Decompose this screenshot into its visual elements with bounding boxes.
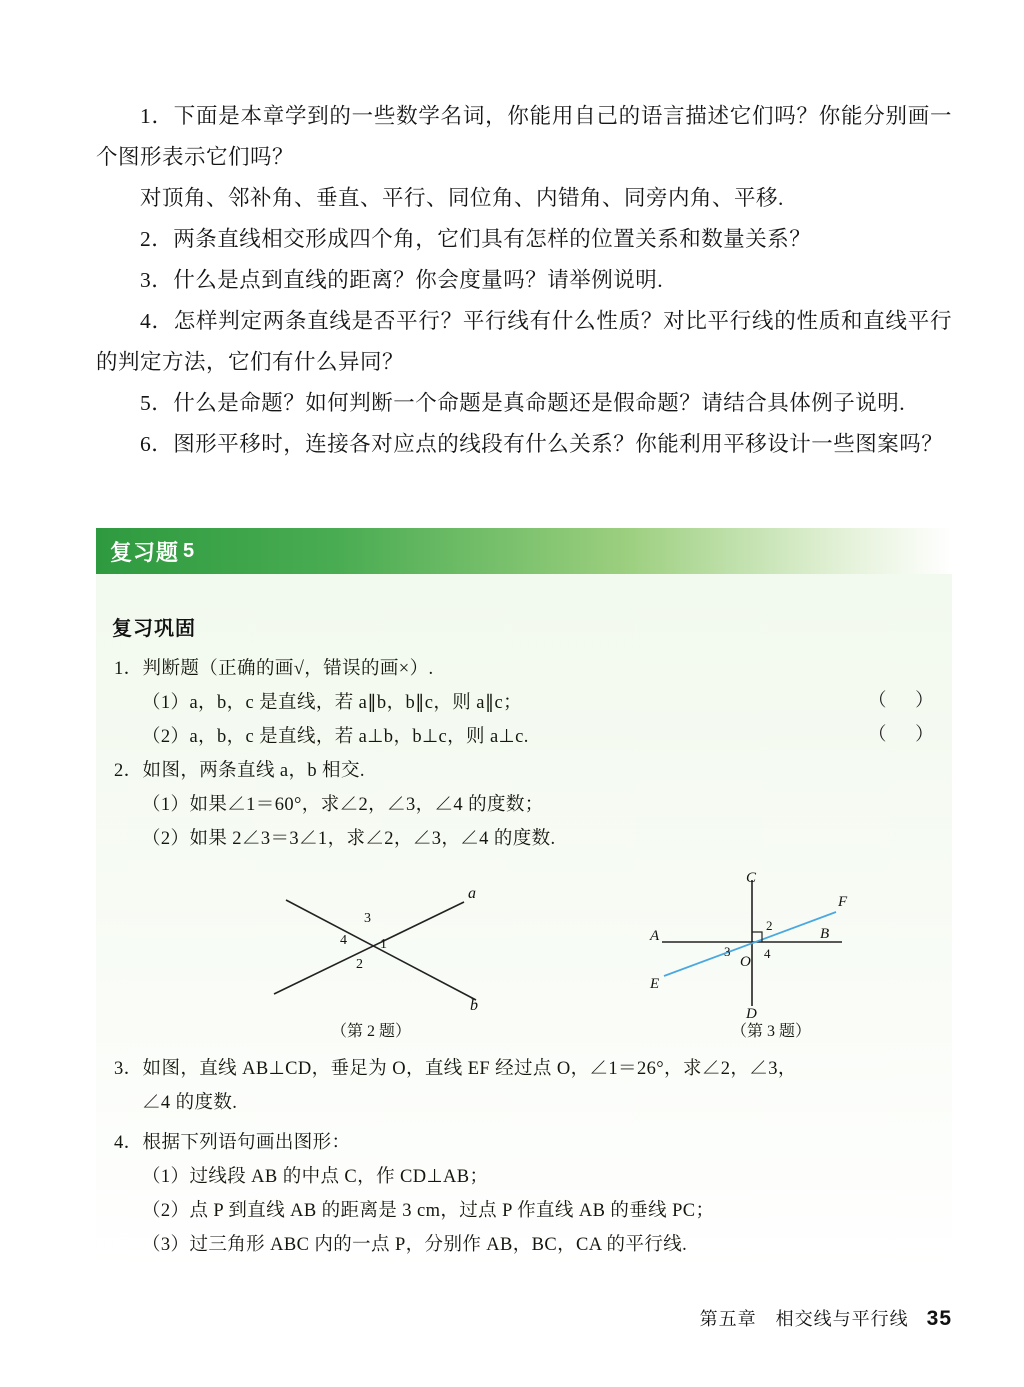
exercise-1-stem: 1．判断题（正确的画√，错误的画×）. <box>114 659 434 679</box>
exercise-section <box>96 574 952 1274</box>
question-6: 6．图形平移时，连接各对应点的线段有什么关系？你能利用平移设计一些图案吗？ <box>140 432 944 456</box>
exercise-3-stem-cont: ∠4 的度数. <box>142 1093 238 1113</box>
exercise-1-item-2: （2）a，b，c 是直线，若 a⊥b，b⊥c，则 a⊥c. <box>142 727 529 747</box>
question-5: 5．什么是命题？如何判断一个命题是真命题还是假命题？请结合具体例子说明. <box>140 391 906 415</box>
svg-text:D: D <box>746 1006 757 1020</box>
section-banner-title: 复习题 <box>110 539 180 565</box>
svg-text:A: A <box>650 928 660 944</box>
exercise-4-item-3: （3）过三角形 ABC 内的一点 P，分别作 AB，BC，CA 的平行线. <box>142 1235 688 1255</box>
exercise-1 <box>114 652 814 754</box>
section-banner-number: 5 <box>183 539 196 562</box>
exercise-2-stem: 2．如图，两条直线 a，b 相交. <box>114 761 365 781</box>
footer-page-number: 35 <box>926 1307 952 1330</box>
page-footer <box>700 1305 952 1331</box>
svg-text:4: 4 <box>764 946 771 961</box>
figure-2-drawing <box>256 882 486 1017</box>
exercise-3-stem: 3．如图，直线 AB⊥CD，垂足为 O，直线 EF 经过点 O，∠1＝26°，求∠2，∠3， <box>114 1059 797 1079</box>
svg-text:4: 4 <box>340 933 347 948</box>
figure-2-caption: （第 2 题） <box>330 1023 411 1040</box>
question-4: 4．怎样判定两条直线是否平行？平行线有什么性质？对比平行线的性质和直线平行的判定方法，它们有什么异同？ <box>96 309 952 374</box>
section-banner <box>96 528 952 574</box>
svg-text:2: 2 <box>766 918 773 933</box>
svg-text:2: 2 <box>356 957 363 972</box>
svg-text:B: B <box>820 926 830 942</box>
exercise-4-item-1: （1）过线段 AB 的中点 C，作 CD⊥AB； <box>142 1167 489 1187</box>
exercise-4-stem: 4．根据下列语句画出图形： <box>114 1133 351 1153</box>
exercise-2 <box>114 754 874 856</box>
svg-text:a: a <box>468 885 476 902</box>
question-2: 2．两条直线相交形成四个角，它们具有怎样的位置关系和数量关系？ <box>140 227 812 251</box>
svg-text:b: b <box>470 997 478 1014</box>
question-3: 3．什么是点到直线的距离？你会度量吗？请举例说明. <box>140 268 664 292</box>
svg-text:E: E <box>650 976 660 992</box>
svg-text:C: C <box>746 870 757 886</box>
exercise-2-item-1: （1）如果∠1＝60°，求∠2，∠3，∠4 的度数； <box>142 795 544 815</box>
footer-chapter: 第五章 相交线与平行线 <box>699 1309 909 1329</box>
answer-slot-1: （ ） <box>868 691 946 711</box>
figure-2 <box>256 882 486 1017</box>
svg-text:1: 1 <box>380 937 387 952</box>
review-questions <box>96 96 952 465</box>
svg-text:3: 3 <box>364 911 371 926</box>
exercise-2-item-2: （2）如果 2∠3＝3∠1，求∠2，∠3，∠4 的度数. <box>142 829 556 849</box>
question-1-terms: 对顶角、邻补角、垂直、平行、同位角、内错角、同旁内角、平移. <box>140 186 784 210</box>
exercise-3 <box>114 1052 934 1120</box>
figure-3-caption: （第 3 题） <box>730 1023 811 1040</box>
svg-text:3: 3 <box>724 944 731 959</box>
svg-text:F: F <box>838 894 848 910</box>
exercise-4-item-2: （2）点 P 到直线 AB 的距离是 3 cm，过点 P 作直线 AB 的垂线 PC； <box>142 1201 715 1221</box>
exercise-4 <box>114 1126 934 1262</box>
question-1: 1．下面是本章学到的一些数学名词，你能用自己的语言描述它们吗？你能分别画一个图形表示它们吗？ <box>96 104 952 169</box>
answer-slot-2: （ ） <box>868 725 946 745</box>
svg-text:O: O <box>740 954 751 970</box>
subsection-heading: 复习巩固 <box>112 618 196 640</box>
exercise-1-item-1: （1）a，b，c 是直线，若 a∥b，b∥c，则 a∥c； <box>142 693 522 713</box>
figure-3 <box>636 870 866 1020</box>
figure-3-drawing <box>636 870 866 1020</box>
